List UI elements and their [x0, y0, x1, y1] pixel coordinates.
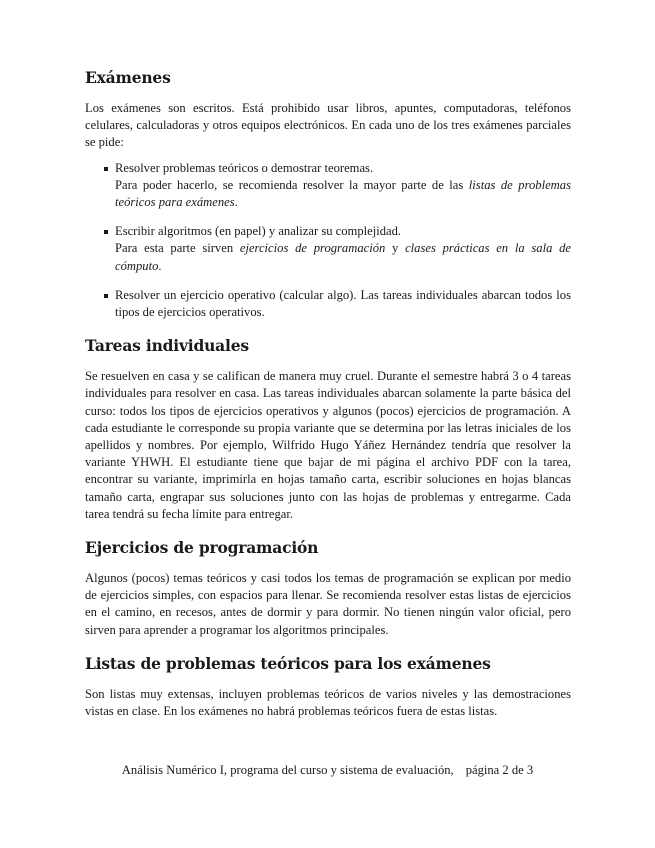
bullet-icon	[104, 167, 108, 171]
section-title-examenes: Exámenes	[85, 68, 171, 87]
listas-body: Son listas muy extensas, incluyen problemas teóricos de varios niveles y las demostraciones vistas en clase. En los exámenes no habrá problemas teóricos fuera de estas listas.	[85, 686, 571, 719]
section-examenes	[85, 68, 571, 321]
section-title-listas: Listas de problemas teóricos para los exámenes	[85, 653, 491, 673]
list-item	[85, 160, 571, 212]
list-item-main: Resolver un ejercicio operativo (calcular algo). Las tareas individuales abarcan todos los tipos de ejercicios operativos.	[115, 287, 571, 320]
list-item	[85, 287, 571, 321]
page-content	[85, 68, 571, 735]
section-ejercicios	[85, 538, 571, 639]
footer-title: Análisis Numérico I, programa del curso y sistema de evaluación,	[121, 763, 454, 777]
examenes-intro: Los exámenes son escritos. Está prohibido usar libros, apuntes, computadoras, teléfonos celulares, calculadoras y otros equipos electrónicos. En cada uno de los tres exámenes parciales se pide:	[85, 101, 571, 150]
section-tareas	[85, 336, 571, 523]
examenes-list	[85, 160, 571, 322]
list-item-main: Resolver problemas teóricos o demostrar teoremas.	[115, 160, 374, 175]
list-item-detail: Para esta parte sirven ejercicios de programación y clases prácticas en la sala de cómputo.	[115, 241, 571, 273]
footer-page-number: página 2 de 3	[465, 763, 534, 777]
ejercicios-body: Algunos (pocos) temas teóricos y casi todos los temas de programación se explican por medio de ejercicios simples, con espacios para llenar. Se recomienda resolver estas listas de ejercicios en el camino, en recesos, antes de dormir y para dormir. No tienen ningún valor oficial, pero sirven para aprender a programar los algoritmos principales.	[85, 571, 571, 637]
bullet-icon	[104, 230, 108, 234]
tareas-body: Se resuelven en casa y se califican de manera muy cruel. Durante el semestre habrá 3 o 4 tareas individuales para resolver en casa. Las tareas individuales abarcan solamente la parte básica del curso: todos los tipos de ejercicios operativos y algunos (pocos) ejercicios de programación. A cada estudiante le corresponde su propia variante que se determina por las letras iniciales de los apellidos y nombres. Por ejemplo, Wilfrido Hugo Yáñez Hernández tendría que resolver la variante YHWH. El estudiante tiene que bajar de mi página el archivo PDF con la tarea, encontrar su variante, imprimirla en hojas tamaño carta, escribir soluciones en hojas blancas tamaño carta, engrapar sus soluciones junto con las hojas de problemas y entregarme. Cada tarea tendrá su fecha límite para entregar.	[85, 369, 571, 521]
list-item	[85, 223, 571, 275]
section-title-tareas: Tareas individuales	[85, 336, 249, 356]
section-title-ejercicios: Ejercicios de programación	[85, 538, 319, 558]
list-item-detail: Para poder hacerlo, se recomienda resolver la mayor parte de las listas de problemas teóricos para exámenes.	[115, 177, 571, 210]
page-footer	[0, 762, 655, 778]
section-listas	[85, 654, 571, 720]
list-item-main: Escribir algoritmos (en papel) y analizar su complejidad.	[115, 224, 402, 239]
bullet-icon	[104, 294, 108, 298]
